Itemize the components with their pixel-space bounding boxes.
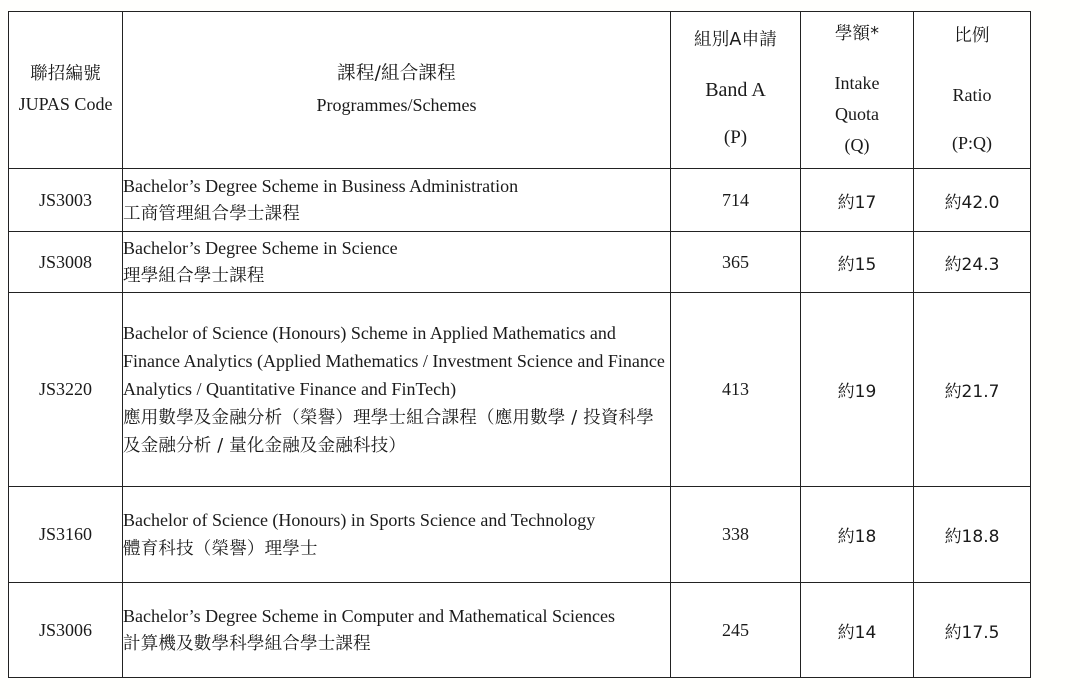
- jupas-admissions-table: [8, 11, 1031, 678]
- cell-intake-quota: 約14: [801, 583, 914, 678]
- column-header-band-a-symbol: (P): [723, 127, 748, 149]
- column-header-jupas-code: [9, 12, 123, 169]
- cell-ratio: 約24.3: [914, 232, 1031, 293]
- column-header-jupas-code-zh: 聯招編號: [30, 64, 101, 85]
- column-header-intake-quota-en-line1: Intake: [834, 72, 880, 93]
- cell-ratio: 約17.5: [914, 583, 1031, 678]
- cell-jupas-code: JS3006: [9, 583, 123, 678]
- cell-jupas-code: JS3008: [9, 232, 123, 293]
- table-body: [9, 169, 1031, 678]
- programme-name-en: Bachelor of Science (Honours) Scheme in Applied Mathematics and Finance Analytics (Applied Mathematics / Investment Science and Finance Analytics / Quantitative Finance and FinTech): [123, 322, 665, 400]
- column-header-ratio-en: Ratio: [952, 84, 992, 105]
- column-header-intake-quota: [801, 12, 914, 169]
- programme-name-zh: 理學組合學士課程: [123, 266, 265, 287]
- header-row: [9, 12, 1031, 169]
- column-header-intake-quota-zh: 學額*: [834, 23, 880, 44]
- column-header-band-a: [671, 12, 801, 169]
- column-header-programmes-zh: 課程/組合課程: [337, 63, 456, 85]
- column-header-intake-quota-symbol: (Q): [844, 134, 870, 155]
- table-row: [9, 583, 1031, 678]
- cell-intake-quota: 約17: [801, 169, 914, 232]
- programme-name-en: Bachelor of Science (Honours) in Sports Science and Technology: [123, 510, 596, 531]
- column-header-ratio-symbol: (P:Q): [952, 132, 992, 153]
- column-header-programmes: [123, 12, 671, 169]
- cell-programme: [123, 487, 671, 583]
- cell-ratio: 約21.7: [914, 293, 1031, 487]
- cell-programme: [123, 232, 671, 293]
- programme-name-en: Bachelor’s Degree Scheme in Business Administration: [123, 175, 519, 196]
- programme-name-zh: 工商管理組合學士課程: [123, 204, 300, 225]
- cell-programme: [123, 169, 671, 232]
- table-row: [9, 169, 1031, 232]
- cell-band-a: 338: [671, 487, 801, 583]
- cell-programme: [123, 293, 671, 487]
- table-header: [9, 12, 1031, 169]
- cell-band-a: 714: [671, 169, 801, 232]
- programme-name-zh: 應用數學及金融分析（榮譽）理學士組合課程（應用數學 / 投資科學及金融分析 / 量化金融及金融科技）: [123, 407, 654, 457]
- cell-band-a: 413: [671, 293, 801, 487]
- cell-jupas-code: JS3003: [9, 169, 123, 232]
- programme-name-en: Bachelor’s Degree Scheme in Science: [123, 237, 398, 258]
- cell-intake-quota: 約18: [801, 487, 914, 583]
- cell-band-a: 245: [671, 583, 801, 678]
- column-header-band-a-zh: 組別A申請: [694, 30, 777, 51]
- column-header-ratio: [914, 12, 1031, 169]
- table-row: [9, 487, 1031, 583]
- cell-jupas-code: JS3220: [9, 293, 123, 487]
- programme-name-zh: 體育科技（榮譽）理學士: [123, 538, 318, 559]
- column-header-programmes-en: Programmes/Schemes: [316, 94, 477, 115]
- column-header-intake-quota-en-line2: Quota: [835, 103, 879, 124]
- cell-band-a: 365: [671, 232, 801, 293]
- cell-ratio: 約42.0: [914, 169, 1031, 232]
- cell-programme: [123, 583, 671, 678]
- column-header-jupas-code-en: JUPAS Code: [18, 93, 113, 114]
- cell-jupas-code: JS3160: [9, 487, 123, 583]
- cell-intake-quota: 約15: [801, 232, 914, 293]
- programme-name-zh: 計算機及數學科學組合學士課程: [123, 634, 371, 655]
- column-header-ratio-zh: 比例: [954, 25, 990, 46]
- column-header-band-a-en: Band A: [705, 79, 766, 102]
- cell-intake-quota: 約19: [801, 293, 914, 487]
- table-row: [9, 232, 1031, 293]
- table-row: [9, 293, 1031, 487]
- programme-name-en: Bachelor’s Degree Scheme in Computer and Mathematical Sciences: [123, 605, 615, 626]
- cell-ratio: 約18.8: [914, 487, 1031, 583]
